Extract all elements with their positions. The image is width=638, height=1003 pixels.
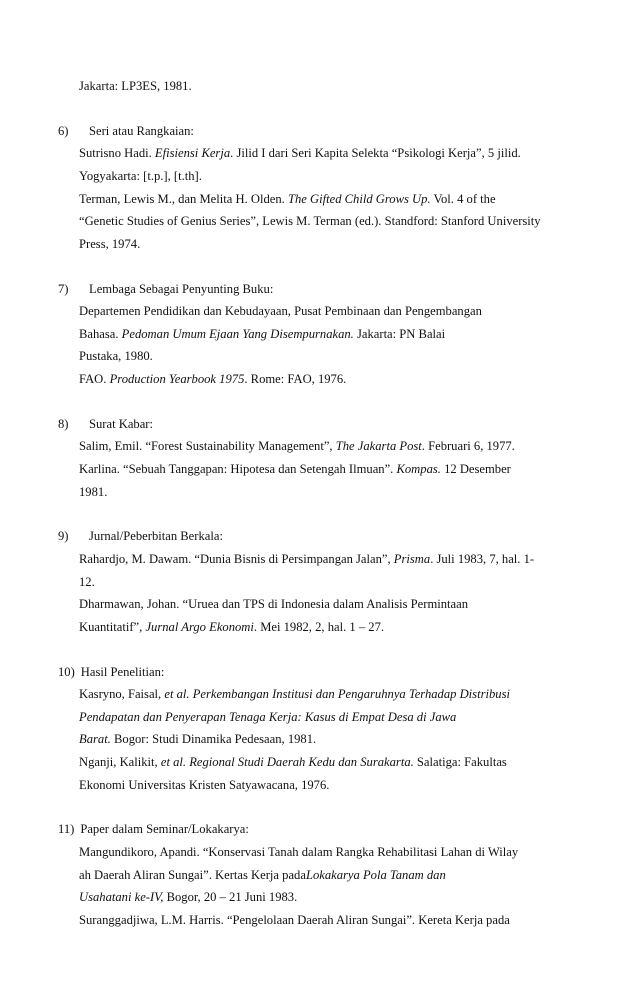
reference-text: Jakarta: PN Balai: [353, 326, 446, 341]
reference-text: Rahardjo, M. Dawam. “Dunia Bisnis di Persimpangan Jalan”,: [79, 552, 394, 566]
section-title: Paper dalam Seminar/Lokakarya:: [80, 822, 249, 837]
italic-title: Prisma: [393, 552, 431, 566]
reference-text: Salim, Emil. “Forest Sustainability Management”,: [79, 439, 336, 454]
reference-line: [79, 146, 521, 161]
reference-text: . Februari 6, 1977.: [421, 439, 515, 454]
reference-line: [79, 845, 518, 860]
section-title: Surat Kabar:: [89, 416, 153, 431]
reference-line: [79, 462, 511, 477]
reference-line: [79, 192, 496, 207]
italic-title: Kompas.: [396, 462, 441, 476]
section-number: 10): [58, 664, 75, 679]
reference-line: [79, 439, 515, 454]
reference-text: Dharmawan, Johan. “Uruea dan TPS di Indonesia dalam Analisis Permintaan: [79, 597, 469, 612]
italic-title: et al. Perkembangan Institusi dan Pengaruhnya Terhadap Distribusi: [164, 687, 510, 702]
reference-text: 1981.: [79, 484, 108, 499]
section-number: 6): [58, 123, 69, 138]
reference-text: Bogor, 20 – 21 Juni 1983.: [163, 890, 298, 905]
reference-line: [79, 575, 95, 590]
reference-line: [79, 597, 468, 612]
italic-title: The Jakarta Post: [335, 439, 422, 454]
reference-line: [79, 710, 456, 725]
section-heading: [58, 124, 194, 139]
reference-line: [79, 237, 140, 252]
reference-line: [79, 214, 541, 229]
reference-text: Departemen Pendidikan dan Kebudayaan, Pusat Pembinaan dan Pengembangan: [79, 304, 482, 319]
reference-text: . Juli 1983, 7, hal. 1-: [430, 552, 535, 566]
reference-text: Press, 1974.: [79, 236, 141, 251]
reference-line: [79, 913, 510, 928]
reference-line: [79, 868, 446, 883]
reference-text: ah Daerah Aliran Sungai”. Kertas Kerja pada: [79, 867, 306, 882]
italic-title: Pedoman Umum Ejaan Yang Disempurnakan.: [121, 326, 354, 341]
reference-text: FAO.: [79, 372, 110, 386]
reference-line: [79, 372, 346, 387]
reference-line: [79, 485, 107, 500]
section-title: Lembaga Sebagai Penyunting Buku:: [89, 281, 274, 296]
section-number: 7): [58, 281, 69, 296]
reference-text: . Rome: FAO, 1976.: [244, 372, 347, 386]
reference-line: [79, 304, 482, 319]
reference-text: “Genetic Studies of Genius Series”, Lewis M. Terman (ed.). Standford: Stanford University: [79, 214, 541, 229]
reference-line: [79, 327, 445, 342]
reference-line: [79, 552, 534, 567]
reference-line: [79, 79, 192, 94]
reference-line: [79, 755, 507, 770]
reference-line: [79, 778, 329, 793]
italic-title: Lokakarya Pola Tanam dan: [305, 867, 446, 882]
reference-text: Nganji, Kalikit,: [79, 755, 161, 769]
reference-text: Jakarta: LP3ES, 1981.: [79, 79, 192, 93]
reference-line: [79, 620, 384, 635]
reference-text: Vol. 4 of the: [430, 191, 496, 206]
reference-text: Kasryno, Faisal,: [79, 687, 165, 702]
section-heading: [58, 822, 249, 837]
reference-text: Ekonomi Universitas Kristen Satyawacana, 1976.: [79, 777, 330, 792]
reference-text: Kuantitatif”,: [79, 619, 146, 634]
italic-title: Usahatani ke-IV,: [79, 890, 164, 905]
reference-text: . Jilid I dari Seri Kapita Selekta “Psikologi Kerja”, 5 jilid.: [230, 146, 521, 161]
section-heading: [58, 529, 223, 544]
reference-text: Salatiga: Fakultas: [413, 755, 507, 769]
section-title: Seri atau Rangkaian:: [89, 123, 194, 138]
section-number: 8): [58, 416, 69, 431]
reference-text: Mangundikoro, Apandi. “Konservasi Tanah dalam Rangka Rehabilitasi Lahan di Wilay: [79, 845, 519, 859]
italic-title: The Gifted Child Grows Up.: [287, 191, 431, 206]
reference-text: Terman, Lewis M., dan Melita H. Olden.: [79, 191, 288, 206]
italic-title: Efisiensi Kerja: [154, 146, 231, 161]
section-heading: [58, 665, 164, 680]
reference-text: Karlina. “Sebuah Tanggapan: Hipotesa dan Setengah Ilmuan”.: [79, 462, 397, 476]
italic-title: Pendapatan dan Penyerapan Tenaga Kerja: Kasus di Empat Desa di Jawa: [79, 709, 457, 724]
reference-line: [79, 349, 153, 364]
section-number: 9): [58, 529, 69, 544]
reference-line: [79, 732, 316, 747]
reference-line: [79, 169, 202, 184]
section-title: Jurnal/Peberbitan Berkala:: [89, 529, 223, 544]
section-heading: [58, 417, 153, 432]
reference-text: Sutrisno Hadi.: [79, 146, 155, 161]
reference-text: Bogor: Studi Dinamika Pedesaan, 1981.: [110, 732, 317, 747]
italic-title: et al. Regional Studi Daerah Kedu dan Surakarta.: [160, 755, 414, 769]
section-title: Hasil Penelitian:: [80, 664, 165, 679]
italic-title: Jurnal Argo Ekonomi: [145, 619, 254, 634]
reference-line: [79, 890, 297, 905]
reference-text: Pustaka, 1980.: [79, 349, 153, 364]
section-heading: [58, 282, 273, 297]
reference-text: Suranggadjiwa, L.M. Harris. “Pengelolaan Daerah Aliran Sungai”. Kereta Kerja pada: [79, 912, 510, 927]
reference-text: . Mei 1982, 2, hal. 1 – 27.: [253, 619, 385, 634]
reference-text: 12 Desember: [440, 462, 511, 476]
italic-title: Barat.: [79, 732, 111, 747]
reference-text: Bahasa.: [79, 326, 122, 341]
reference-text: Yogyakarta: [t.p.], [t.th].: [79, 169, 202, 183]
italic-title: Production Yearbook 1975: [109, 372, 245, 386]
reference-text: 12.: [79, 574, 95, 589]
reference-line: [79, 687, 510, 702]
section-number: 11): [58, 822, 75, 837]
